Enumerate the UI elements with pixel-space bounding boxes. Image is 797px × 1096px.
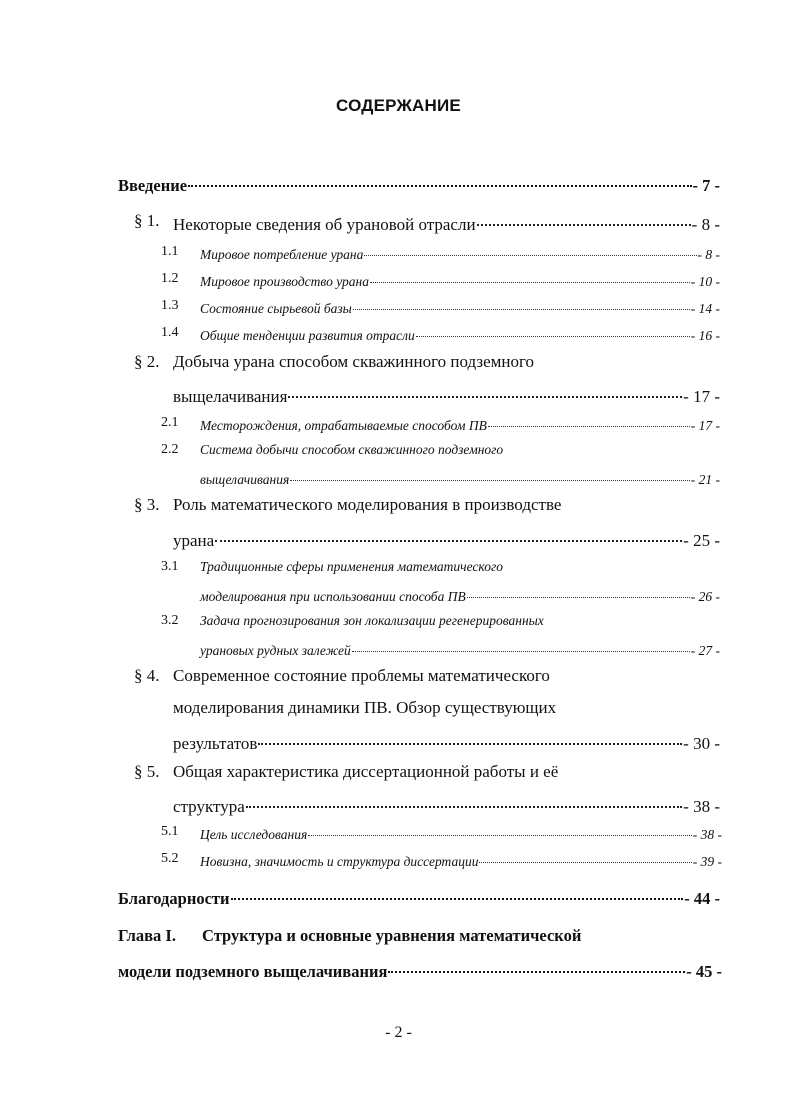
toc-entry-s5[interactable] <box>173 793 720 817</box>
toc-page-number: - 7 - <box>692 175 720 195</box>
toc-entry-text: Месторождения, отрабатываемые способом ПВ <box>200 417 487 433</box>
toc-entry-text: урановых рудных залежей <box>200 642 351 658</box>
dot-leader <box>288 379 682 398</box>
toc-entry-text: урана <box>173 531 215 550</box>
toc-entry-s1[interactable] <box>173 211 720 235</box>
toc-entry-5-2[interactable] <box>200 851 722 870</box>
dot-leader <box>290 466 690 481</box>
dot-leader <box>352 637 690 652</box>
section-number: § 5. <box>134 762 160 781</box>
toc-page-number: - 17 - <box>690 417 720 433</box>
toc-page-number: - 38 - <box>692 826 722 842</box>
toc-page-number: - 10 - <box>690 273 720 289</box>
toc-page-number: - 26 - <box>690 588 720 604</box>
chapter-label: Глава I. <box>118 926 176 945</box>
subsection-number: 5.2 <box>161 851 179 866</box>
section-number: § 3. <box>134 495 160 514</box>
dot-leader <box>477 207 691 226</box>
toc-entry-text: Традиционные сферы применения математического <box>200 559 503 574</box>
toc-entry-5-1[interactable] <box>200 824 722 843</box>
subsection-number: 3.2 <box>161 613 179 628</box>
page-title: СОДЕРЖАНИЕ <box>336 96 461 115</box>
subsection-number: 1.3 <box>161 298 179 313</box>
toc-entry-text: Роль математического моделирования в производстве <box>173 495 562 514</box>
toc-entry-text: выщелачивания <box>173 387 288 406</box>
toc-page-number: - 14 - <box>690 300 720 316</box>
toc-entry-text: Некоторые сведения об урановой отрасли <box>173 215 476 234</box>
toc-page-number: - 39 - <box>692 853 722 869</box>
dot-leader <box>370 268 690 283</box>
toc-entry-1-2[interactable] <box>200 271 720 290</box>
toc-entry-text: Задача прогнозирования зон локализации регенерированных <box>200 613 544 628</box>
section-number: § 4. <box>134 666 160 685</box>
subsection-number: 1.2 <box>161 271 179 286</box>
dot-leader <box>188 168 691 187</box>
toc-entry-text: Введение <box>118 175 188 195</box>
toc-page-number: - 44 - <box>684 888 720 908</box>
dot-leader <box>479 848 691 863</box>
toc-entry-text: Общие тенденции развития отрасли <box>200 327 415 343</box>
subsection-number: 5.1 <box>161 824 179 839</box>
dot-leader <box>215 523 682 542</box>
toc-entry-intro[interactable] <box>118 172 720 196</box>
toc-page-number: - 27 - <box>690 642 720 658</box>
toc-entry-text: структура <box>173 797 245 816</box>
toc-page-number: - 45 - <box>686 961 722 981</box>
toc-entry-text: Новизна, значимость и структура диссертации <box>200 853 479 869</box>
toc-entry-1-1[interactable] <box>200 244 720 263</box>
dot-leader <box>416 322 690 337</box>
dot-leader <box>231 881 684 900</box>
dot-leader <box>258 726 682 745</box>
toc-entry-text: Состояние сырьевой базы <box>200 300 352 316</box>
section-number: § 2. <box>134 352 160 371</box>
dot-leader <box>388 954 685 973</box>
toc-page-number: - 21 - <box>690 471 720 487</box>
toc-entry-text: Мировое производство урана <box>200 273 369 289</box>
dot-leader <box>246 789 682 808</box>
subsection-number: 2.1 <box>161 415 179 430</box>
toc-entry-text: Цель исследования <box>200 826 308 842</box>
toc-entry-3-1[interactable] <box>200 586 720 605</box>
subsection-number: 1.4 <box>161 325 179 340</box>
toc-entry-text: моделирования динамики ПВ. Обзор существующих <box>173 698 557 717</box>
dot-leader <box>364 241 696 256</box>
toc-page-number: - 16 - <box>690 327 720 343</box>
dot-leader <box>467 583 690 598</box>
toc-page-number: - 8 - <box>697 246 720 262</box>
toc-page-number: - 25 - <box>683 531 720 550</box>
toc-entry-s4[interactable] <box>173 730 720 754</box>
toc-page-number: - 30 - <box>683 734 720 753</box>
page-number: - 2 - <box>385 1024 412 1041</box>
toc-entry-2-1[interactable] <box>200 415 720 434</box>
toc-entry-text: результатов <box>173 734 258 753</box>
subsection-number: 3.1 <box>161 559 179 574</box>
toc-page-number: - 17 - <box>683 387 720 406</box>
toc-entry-text: модели подземного выщелачивания <box>118 961 388 981</box>
toc-entry-1-3[interactable] <box>200 298 720 317</box>
toc-entry-text: Мировое потребление урана <box>200 246 364 262</box>
toc-entry-2-2[interactable] <box>200 469 720 488</box>
subsection-number: 2.2 <box>161 442 179 457</box>
dot-leader <box>353 295 690 310</box>
dot-leader <box>308 821 692 836</box>
toc-entry-chapter1[interactable] <box>118 958 722 982</box>
toc-entry-text: Структура и основные уравнения математической <box>202 926 582 945</box>
section-number: § 1. <box>134 211 160 230</box>
toc-entry-thanks[interactable] <box>118 885 720 909</box>
toc-page-number: - 8 - <box>691 215 720 234</box>
toc-entry-3-2[interactable] <box>200 640 720 659</box>
toc-entry-text: Добыча урана способом скважинного подземного <box>173 352 535 371</box>
toc-entry-s3[interactable] <box>173 527 720 551</box>
toc-entry-text: Современное состояние проблемы математического <box>173 666 550 685</box>
toc-entry-s2[interactable] <box>173 383 720 407</box>
toc-entry-text: моделирования при использовании способа ПВ <box>200 588 466 604</box>
dot-leader <box>488 412 690 427</box>
toc-entry-text: выщелачивания <box>200 471 290 487</box>
subsection-number: 1.1 <box>161 244 179 259</box>
toc-entry-text: Общая характеристика диссертационной работы и её <box>173 762 559 781</box>
toc-entry-text: Система добычи способом скважинного подземного <box>200 442 504 457</box>
toc-page-number: - 38 - <box>683 797 720 816</box>
toc-entry-text: Благодарности <box>118 888 230 908</box>
toc-entry-1-4[interactable] <box>200 325 720 344</box>
